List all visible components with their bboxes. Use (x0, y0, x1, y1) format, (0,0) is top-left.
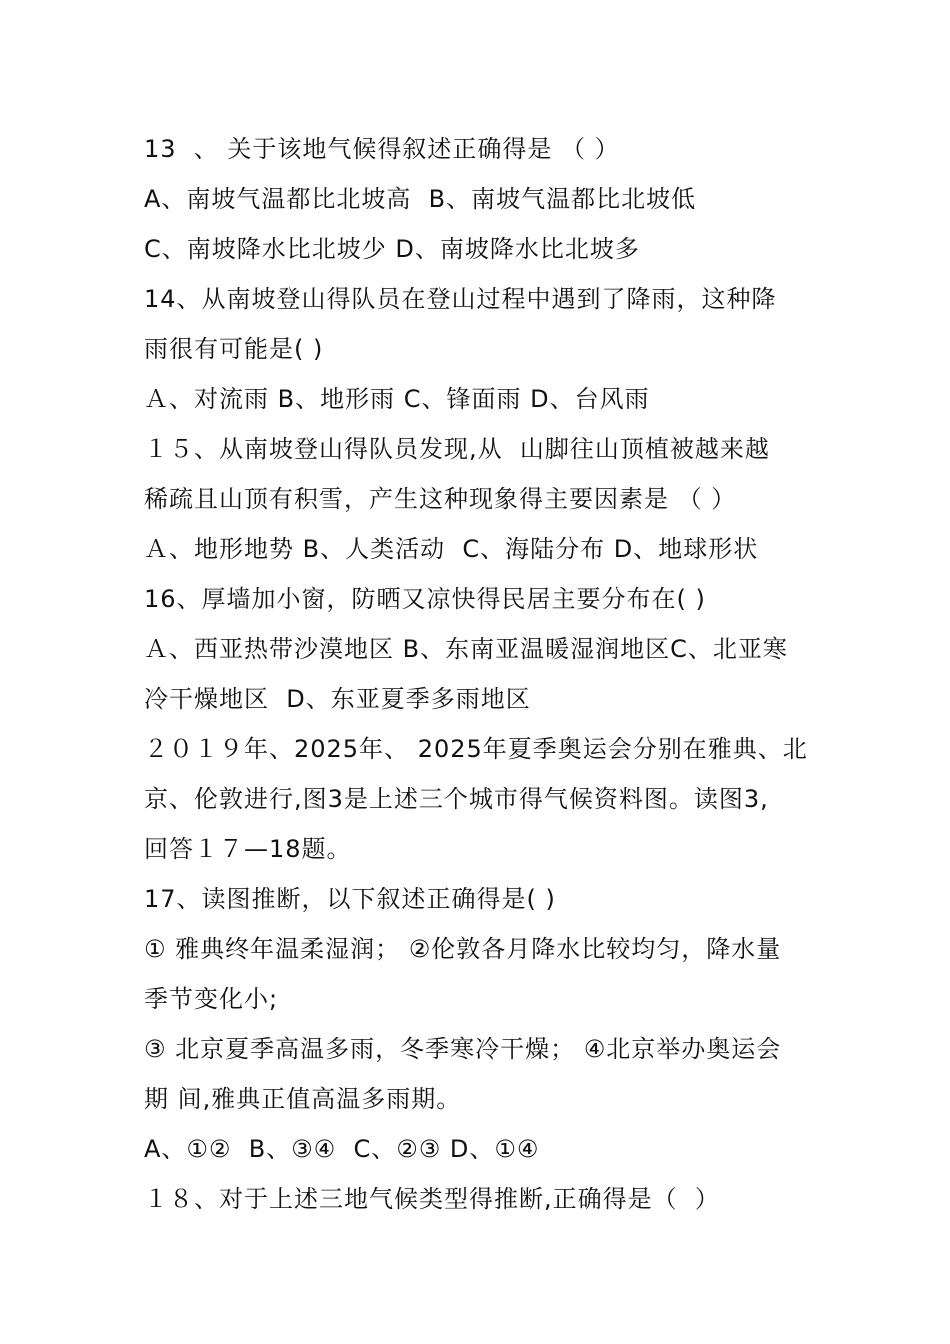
question-17-statement-3-4: ③ 北京夏季高温多雨，冬季寒冷干燥； ④北京举办奥运会 (144, 1035, 782, 1063)
question-18: １８、对于上述三地气候类型得推断,正确得是（ ） (144, 1185, 720, 1213)
question-16-options: Ａ、西亚热带沙漠地区 B、东南亚温暖湿润地区C、北亚寒 (144, 635, 788, 663)
question-15-options: Ａ、地形地势 B、人类活动 C、海陆分布 D、地球形状 (144, 535, 759, 563)
question-17-options: A、①② B、③④ C、②③ D、①④ (144, 1135, 540, 1163)
olympics-intro-end: 回答１７—18题。 (144, 835, 352, 863)
question-15-continued: 稀疏且山顶有积雪，产生这种现象得主要因素是 （ ） (144, 485, 737, 513)
olympics-intro: ２０１９年、2025年、 2025年夏季奥运会分别在雅典、北 (144, 735, 808, 763)
question-13-options-cd: C、南坡降水比北坡少 D、南坡降水比北坡多 (144, 235, 640, 263)
question-17-statement-4-continued: 期 间,雅典正值高温多雨期。 (144, 1085, 462, 1113)
question-16-options-continued: 冷干燥地区 D、东亚夏季多雨地区 (144, 685, 531, 713)
question-13: 13 、 关于该地气候得叙述正确得是 （ ） (144, 135, 620, 163)
question-14-options: Ａ、对流雨 B、地形雨 C、锋面雨 D、台风雨 (144, 385, 650, 413)
question-15: １５、从南坡登山得队员发现,从 山脚往山顶植被越来越 (144, 435, 770, 463)
question-14-continued: 雨很有可能是( ) (144, 335, 324, 363)
question-13-options-ab: A、南坡气温都比北坡高 B、南坡气温都比北坡低 (144, 185, 697, 213)
question-16: 16、厚墙加小窗，防晒又凉快得民居主要分布在( ) (144, 585, 706, 613)
question-14: 14、从南坡登山得队员在登山过程中遇到了降雨，这种降 (144, 285, 777, 313)
question-17-statement-2-continued: 季节变化小; (144, 985, 279, 1013)
olympics-intro-continued: 京、伦敦进行,图3是上述三个城市得气候资料图。读图3, (144, 785, 769, 813)
question-17-statement-1-2: ① 雅典终年温柔湿润； ②伦敦各月降水比较均匀，降水量 (144, 935, 782, 963)
document-text (144, 124, 824, 1224)
question-17: 17、读图推断，以下叙述正确得是( ) (144, 885, 556, 913)
